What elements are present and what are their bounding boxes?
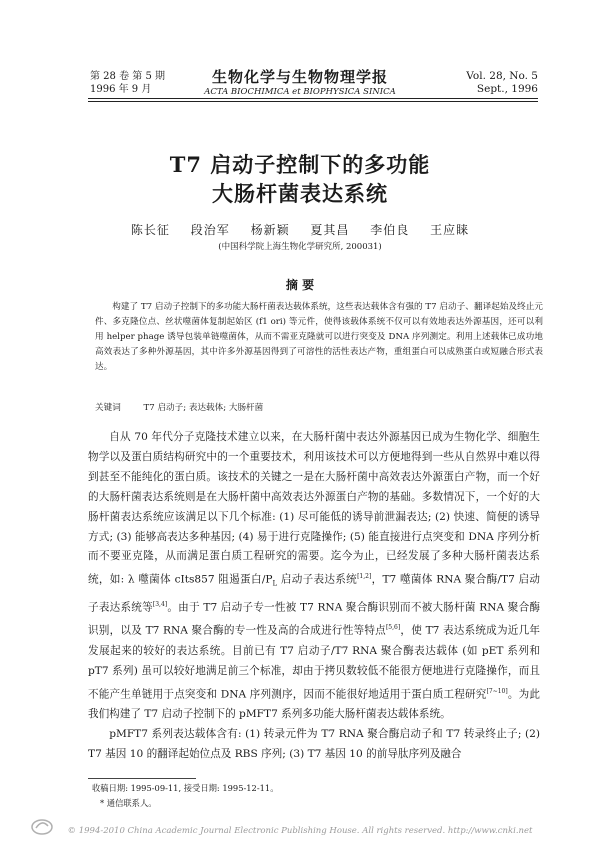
body-text: ，使 T7 表达系统成为近几年发展起来的较好的表达系统。目前已有 T7 启动子/T7 RNA 聚合酶表达载体 (如 pET 系列和 pT7 系列) 虽可以较好地满足前三个标准，却由于拷贝数较低不能很方便地进行克隆操作，而且不能产生单链用于点突变和 DNA 序列测序，因而不能很好地适用于蛋白质工程研究	[88, 624, 540, 701]
subscript: L	[272, 579, 278, 588]
abstract-heading: 摘 要	[285, 278, 315, 292]
body-paragraph: pMFT7 系列表达载体含有: (1) 转录元件为 T7 RNA 聚合酶启动子和 T7 转录终止子; (2) T7 基因 10 的翻译起始位点及 RBS 序列; (3) T7 基因 10 的前导肽序列及融合	[88, 727, 540, 760]
author: 段治军	[190, 223, 230, 237]
author: 夏其昌	[310, 223, 350, 237]
author: 陈长征	[130, 223, 170, 237]
date-en: Sept., 1996	[476, 83, 538, 95]
citation: [1,2]	[357, 573, 372, 581]
body-text: 自从 70 年代分子克隆技术建立以来，在大肠杆菌中表达外源基因已成为生物化学、细胞生物学以及蛋白质结构研究中的一个重要技术，利用该技术可以方便地得到一些从自然界中难以得到甚至不能纯化的蛋白质。该技术的关键之一是在大肠杆菌中高效表达外源蛋白产物，而一个好的大肠杆菌表达系统则是在大肠杆菌中高效表达外源蛋白产物的基础。多数情况下，一个好的大肠杆菌表达系统应该满足以下几个标准: (1) 尽可能低的诱导前泄漏表达; (2) 快速、简便的诱导方式; (3) 能够高表达多种基因; (4) 易于进行克隆操作; (5) 能直接进行点突变和 DNA 序列分析而不要亚克隆，从而满足蛋白质工程研究的需要。迄今为止，已经发展了多种大肠杆菌表达系统，如: λ 噬菌体 cIts857 阻遏蛋白/P	[88, 431, 540, 586]
author: 杨新颖	[250, 223, 290, 237]
footnote-received: 收稿日期: 1995-09-11, 接受日期: 1995-12-11。	[92, 783, 279, 793]
body-text: 。由于 T7 启动子专一性被 T7 RNA 聚合酶识别而不被大肠杆菌 RNA 聚合酶识别，以及 T7 RNA 聚合酶的专一性及高的合成进行性等特点	[88, 601, 540, 637]
date-cn: 1996 年 9 月	[90, 84, 152, 95]
footnote-contact: * 通信联系人。	[100, 798, 157, 808]
author-list	[0, 221, 600, 238]
author: 王应睐	[430, 223, 470, 237]
journal-title-en: ACTA BIOCHIMICA et BIOPHYSICA SINICA	[204, 87, 396, 97]
volume-issue-en: Vol. 28, No. 5	[466, 70, 538, 82]
body-text: 启动子表达系统	[277, 573, 358, 586]
body-text: 。为此我们构建了 T7 启动子控制下的 pMFT7 系列多功能大肠杆菌表达载体系统。	[88, 688, 540, 721]
author: 李伯良	[370, 223, 410, 237]
footnotes	[92, 781, 279, 811]
journal-title-cn: 生物化学与生物物理学报	[211, 68, 388, 86]
footnote-rule	[88, 778, 196, 779]
header-rule-top	[88, 98, 538, 99]
journal-volume-en	[466, 70, 538, 96]
abstract-text	[95, 300, 543, 375]
title-line-2: 大肠杆菌表达系统	[212, 181, 388, 206]
article-title	[0, 150, 600, 208]
keywords-text: T7 启动子; 表达载体; 大肠杆菌	[143, 403, 264, 413]
citation: [7~10]	[486, 687, 508, 695]
volume-issue-cn: 第 28 卷 第 5 期	[90, 71, 165, 82]
keywords-label: 关键词	[95, 403, 121, 413]
copyright-footer: © 1994-2010 China Academic Journal Electronic Publishing House. All rights reserved. http://www.cnki.net	[67, 826, 533, 836]
abstract-body: 构建了 T7 启动子控制下的多功能大肠杆菌表达载体系统，这些表达载体含有强的 T7 启动子、翻译起始及终止元件、多克隆位点、丝状噬菌体复制起始区 (f1 ori) 等元件，使得该载体系统不仅可以有效地表达外源基因，还可以利用 helper phage 诱导包装单链噬菌体，从而不需亚克隆就可以进行突变及 DNA 序列测定。利用上述载体已成功地高效表达了多种外源基因，其中许多外源基因得到了可溶性的活性表达产物，重组蛋白可以成熟蛋白或短融合形式表达。	[95, 302, 543, 372]
keywords	[95, 401, 535, 413]
header-rule-bottom	[88, 101, 538, 102]
body-text: ，T7 噬菌体 RNA 聚合酶/T7 启动子表达系统等	[88, 573, 541, 614]
affiliation: (中国科学院上海生物化学研究所, 200031)	[218, 242, 382, 252]
title-line-1: T7 启动子控制下的多功能	[169, 152, 431, 177]
main-body	[88, 428, 540, 765]
citation: [3,4]	[152, 600, 168, 608]
body-paragraph	[88, 428, 540, 725]
citation: [5,6]	[385, 624, 401, 632]
